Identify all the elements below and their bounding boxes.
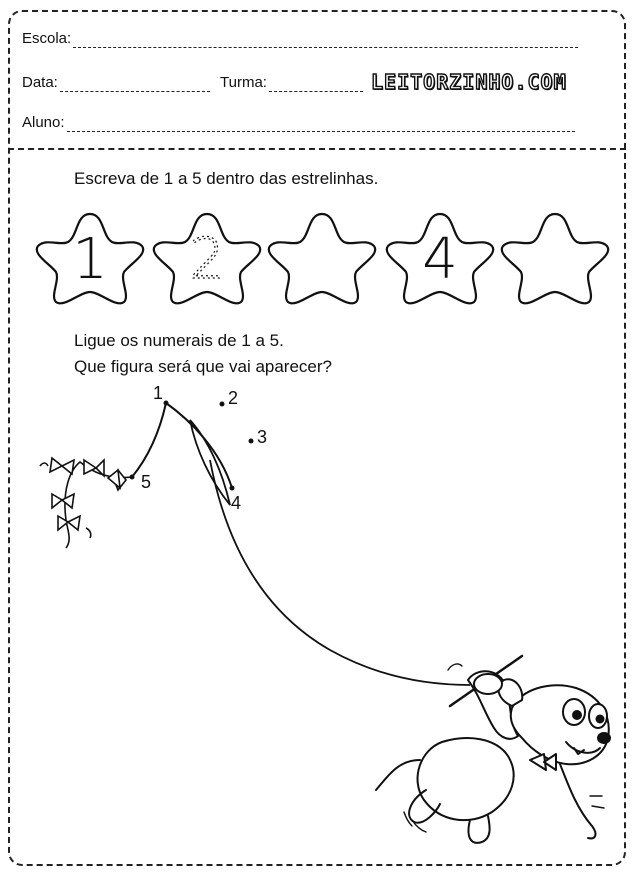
date-label: Data: bbox=[22, 74, 58, 91]
dot-2[interactable] bbox=[220, 388, 239, 408]
star-2[interactable] bbox=[154, 214, 260, 303]
dot-5-label: 5 bbox=[141, 472, 152, 492]
class-label: Turma: bbox=[220, 74, 267, 91]
mouse-character-illustration bbox=[376, 656, 610, 843]
star-5[interactable] bbox=[502, 214, 608, 303]
star-4-number: 4 bbox=[422, 227, 458, 292]
dot-4-label: 4 bbox=[231, 493, 242, 513]
kite-edge-1-5 bbox=[132, 403, 166, 477]
star-1-number: 1 bbox=[72, 227, 108, 292]
dot-3[interactable] bbox=[249, 427, 268, 447]
star-3[interactable] bbox=[269, 214, 375, 303]
star-4[interactable] bbox=[387, 214, 493, 303]
activity2-instruction-line1: Ligue os numerais de 1 a 5. bbox=[74, 331, 284, 350]
student-label: Aluno: bbox=[22, 114, 65, 131]
dot-2-label: 2 bbox=[228, 388, 239, 408]
activity1-instruction: Escreva de 1 a 5 dentro das estrelinhas. bbox=[74, 169, 379, 188]
school-label: Escola: bbox=[22, 30, 72, 47]
kite-string bbox=[210, 460, 470, 685]
dot-4[interactable] bbox=[230, 486, 242, 514]
activity2-instruction-line2: Que figura será que vai aparecer? bbox=[74, 357, 332, 376]
star-2-number: 2 bbox=[189, 227, 225, 292]
dot-1[interactable] bbox=[153, 383, 169, 406]
dot-3-label: 3 bbox=[257, 427, 268, 447]
site-logo: LEITORZINHO.COM bbox=[371, 70, 567, 94]
kite-tail bbox=[40, 458, 132, 548]
dot-1-label: 1 bbox=[153, 383, 164, 403]
dot-5[interactable] bbox=[130, 472, 152, 492]
star-1[interactable] bbox=[37, 214, 143, 303]
